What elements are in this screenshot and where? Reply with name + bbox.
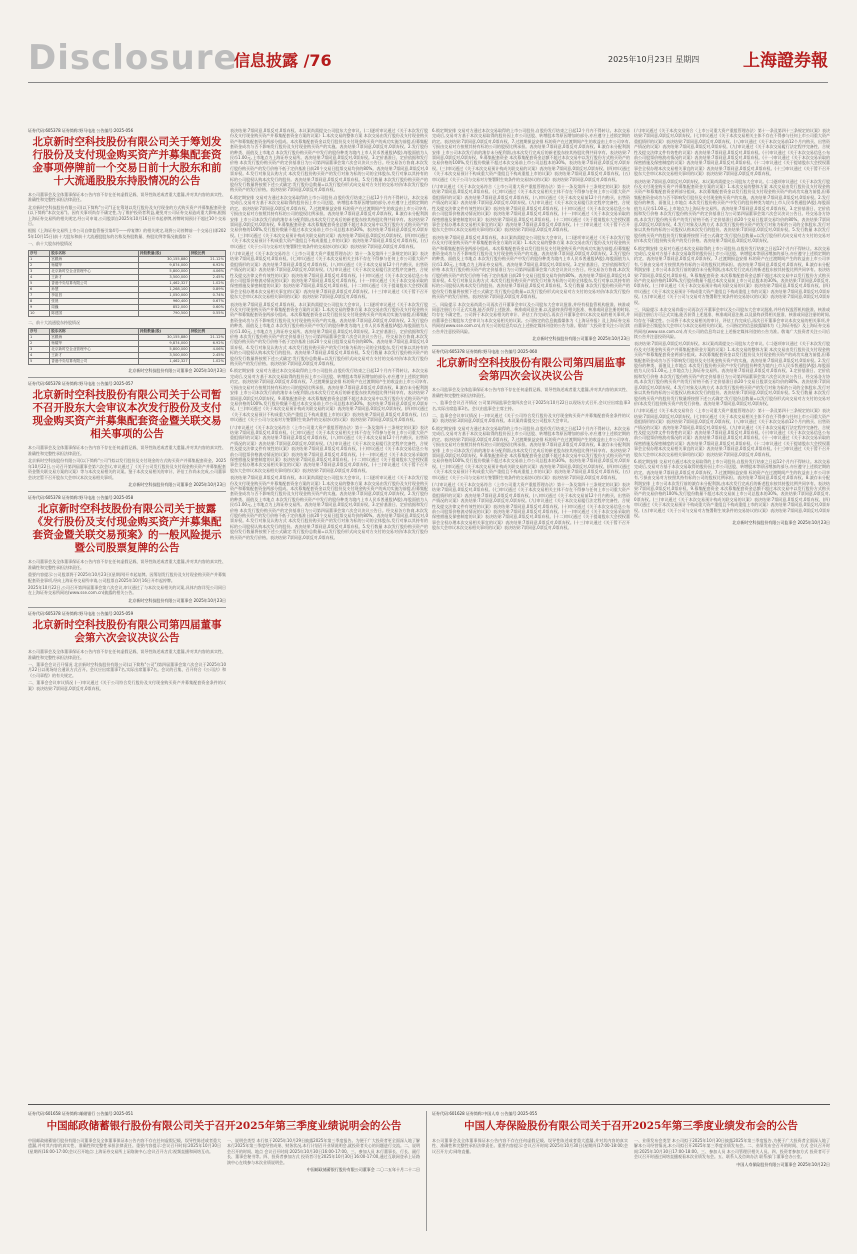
table-cell: 0.67% xyxy=(189,298,225,304)
announcement-title: 北京新时空科技股份有限公司关于公司暂不召开股东大会审议本次发行股份及支付现金购买资产并募集配套资金暨关联交易相关事项的公告 xyxy=(32,389,222,441)
announcement-paragraph: 一、董事会会议召开情况 北京新时空科技股份有限公司(以下简称"公司")第四届董事会第六次会议于2025年10月22日以现场结合通讯方式召开。会议应出席董事7名,实际出席董事7名。会议的召集、召开符合《公司法》和《公司章程》的有关规定。 xyxy=(28,661,226,678)
announcement-paragraph: 一、说明会类型 本行拟于2025年10月29日披露2025年第三季度报告。为便于广大投资者更全面深入地了解本行2025年第三季度经营成果、财务状况,本行计划召开业绩说明会,就投资者关心的问题进行交流。二、说明会召开的时间、地点 会议召开时间:2025年10月30日16:00-17:00。三、参加人员 本行董事长、行长、副行长、董事会秘书等。四、投资者参加方式 投资者可在2025年10月30日16:00-17:00,通过互联网登录上证路演中心在线参与本次业绩说明会。 xyxy=(227,1138,420,1165)
table-cell: 2 xyxy=(29,341,50,347)
table-cell: 10 xyxy=(29,310,50,316)
table-cell: 王新才 xyxy=(50,274,139,280)
table-cell: 0.74% xyxy=(189,292,225,298)
table-cell: 香港中央结算有限公司 xyxy=(50,280,139,286)
table-cell: 1 xyxy=(29,256,50,262)
table-cell: 6.92% xyxy=(189,341,225,347)
body-text: (六)审议通过《关于本次交易符合〈上市公司重大资产重组管理办法〉第十一条及第四十三条规定的议案》表决结果:7票同意,0票反对,0票弃权。(七)审议通过《关于本次交易相关主体不存在不得参与任何上市公司重大资产重组情形的议案》表决结果:7票同意,0票反对,0票弃权。(八)审议通过《关于本次交易前12个月内购买、出售资产情况的议案》表决结果:7票同意,0票反对,0票弃权。(九)审议通过《关于本次交易履行法定程序完备性、合规性及提交法律文件有效性的议案》表决结果:7票同意,0票反对,0票弃权。(十)审议通过《关于本次交易信息公布前公司股票价格波动情况的议案》表决结果:7票同意,0票反对,0票弃权。(十一)审议通过《关于本次交易采取的保密措施及保密制度的议案》表决结果:7票同意,0票反对,0票弃权。(十二)审议通过《关于提请股东大会授权董事会全权办理本次交易相关事宜的议案》表决结果:7票同意,0票反对,0票弃权。(十三)审议通过《关于暂不召开股东大会审议本次交易相关事项的议案》表决结果:7票同意,0票反对,0票弃权。 xyxy=(432,481,630,531)
body-text: 表决结果:7票同意,0票反对,0票弃权。本议案尚需提交公司股东大会审议。(二)逐项审议通过《关于本次发行股份及支付现金购买资产并募集配套资金方案的议案》1.本次交易的整体方案 本次交易由发行股份及支付现金购买资产和募集配套资金两部分组成。本次募集配套资金以发行股份及支付现金购买资产的成功实施为前提,但募集配套资金成功与否不影响发行股份及支付现金购买资产的实施。表决结果:7票同意,0票反对,0票弃权。2.发行股份的种类、面值及上市地点 本次发行股份购买资产中发行的股份种类为境内上市人民币普通股(A股),每股面值为人民币1.00元,上市地点为上海证券交易所。表决结果:7票同意,0票反对,0票弃权。3.定价基准日、定价依据和发行价格 本次发行股份购买资产的定价基准日为公司第四届董事会第六次会议决议公告日。经交易各方协商,本次发行股份购买资产的发行价格不低于定价基准日前20个交易日股票交易均价的80%。表决结果:7票同意,0票反对,0票弃权。4.发行对象及认购方式 本次发行股份购买资产的发行对象为标的公司的全体股东,发行对象以其持有的标的公司股权认购本次发行的股份。表决结果:7票同意,0票反对,0票弃权。5.发行数量 本次发行股份购买资产的股份发行数量将按照下述公式确定:发行股份总数量=以发行股份形式向交易对方支付的交易对价/本次发行股份购买资产的发行价格。表决结果:7票同意,0票反对,0票弃权。 xyxy=(230,301,428,367)
table-cell: 1 xyxy=(29,335,50,341)
table-cell: 1,462,327 xyxy=(139,359,190,365)
announcement-paragraph: 本公司董事会及全体董事保证本公告内容不存在任何虚假记载、误导性陈述或者重大遗漏,并对其内容的真实性、准确性和完整性承担法律责任。 xyxy=(28,559,226,570)
table-cell: 5 xyxy=(29,280,50,286)
table-cell: 0.60% xyxy=(189,304,225,310)
divider xyxy=(28,491,226,492)
table-cell: 0.89% xyxy=(189,286,225,292)
divider xyxy=(426,1111,427,1231)
announcement-paragraph: 本公司董事会及全体董事保证本公告内容不存在任何虚假记载、误导性陈述或者重大遗漏,并对其内容的真实性、准确性和完整性承担法律责任。重要内容提示:会议召开时间:2025年10月30日(星期四)17:00-18:00;会议召开方式:网络直播。 xyxy=(432,1138,628,1154)
table-cell: 3,500,000 xyxy=(139,274,190,280)
column-3 xyxy=(432,128,630,1078)
table-cell: 6.92% xyxy=(189,262,225,268)
table-cell: 持股数量(股) xyxy=(139,329,190,335)
announcement-header: 证券代码:605378 证券简称:野马电池 公告编号:2025-060 xyxy=(432,349,538,355)
table-cell: 北京新时空企业管理中心 xyxy=(50,347,139,353)
table-cell: 5,800,000 xyxy=(139,347,190,353)
table-cell: 2.45% xyxy=(189,353,225,359)
announcement-paragraph: 一、监事会会议召开情况 公司第四届监事会第四次会议于2025年10月22日以现场方式召开,会议应出席监事3名,实际出席监事3名。会议由监事会主席主持。 xyxy=(432,400,630,411)
announcement-paragraph: 北京新时空科技股份有限公司(以下简称"公司")拟以发行股份及支付现金的方式购买资产并募集配套资金。2025年10月22日,公司召开第四届董事会第六次会议,审议通过了《关于公司发行股份及支付现金购买资产并募集配套资金暨关联交易方案的议案》等与本次交易相关的议案。鉴于本次交易相关的审计、评估工作尚未完成,公司董事会决定暂不召开股东大会审议本次交易相关事项。 xyxy=(28,458,226,480)
announcement-title: 中国邮政储蓄银行股份有限公司关于召开2025年第三季度业绩说明会的公告 xyxy=(46,1120,402,1132)
announcement-header: 证券代码:605378 证券简称:野马电池 公告编号:2025-059 xyxy=(28,611,134,617)
table-cell: 6 xyxy=(29,286,50,292)
body-text: (六)审议通过《关于本次交易符合〈上市公司重大资产重组管理办法〉第十一条及第四十三条规定的议案》表决结果:7票同意,0票反对,0票弃权。(七)审议通过《关于本次交易相关主体不存在不得参与任何上市公司重大资产重组情形的议案》表决结果:7票同意,0票反对,0票弃权。(八)审议通过《关于本次交易前12个月内购买、出售资产情况的议案》表决结果:7票同意,0票反对,0票弃权。(九)审议通过《关于本次交易履行法定程序完备性、合规性及提交法律文件有效性的议案》表决结果:7票同意,0票反对,0票弃权。(十)审议通过《关于本次交易信息公布前公司股票价格波动情况的议案》表决结果:7票同意,0票反对,0票弃权。(十一)审议通过《关于本次交易采取的保密措施及保密制度的议案》表决结果:7票同意,0票反对,0票弃权。(十二)审议通过《关于提请股东大会授权董事会全权办理本次交易相关事宜的议案》表决结果:7票同意,0票反对,0票弃权。(十三)审议通过《关于暂不召开股东大会审议本次交易相关事项的议案》表决结果:7票同意,0票反对,0票弃权。 xyxy=(634,408,830,457)
table-cell: 股东名称 xyxy=(50,329,139,335)
body-text: 表决结果:7票同意,0票反对,0票弃权。本议案尚需提交公司股东大会审议。(二)逐项审议通过《关于本次发行股份及支付现金购买资产并募集配套资金方案的议案》1.本次交易的整体方案 本次交易由发行股份及支付现金购买资产和募集配套资金两部分组成。本次募集配套资金以发行股份及支付现金购买资产的成功实施为前提,但募集配套资金成功与否不影响发行股份及支付现金购买资产的实施。表决结果:7票同意,0票反对,0票弃权。2.发行股份的种类、面值及上市地点 本次发行股份购买资产中发行的股份种类为境内上市人民币普通股(A股),每股面值为人民币1.00元,上市地点为上海证券交易所。表决结果:7票同意,0票反对,0票弃权。3.定价基准日、定价依据和发行价格 本次发行股份购买资产的定价基准日为公司第四届董事会第六次会议决议公告日。经交易各方协商,本次发行股份购买资产的发行价格不低于定价基准日前20个交易日股票交易均价的80%。表决结果:7票同意,0票反对,0票弃权。4.发行对象及认购方式 本次发行股份购买资产的发行对象为标的公司的全体股东,发行对象以其持有的标的公司股权认购本次发行的股份。表决结果:7票同意,0票反对,0票弃权。5.发行数量 本次发行股份购买资产的股份发行数量将按照下述公式确定:发行股份总数量=以发行股份形式向交易对方支付的交易对价/本次发行股份购买资产的发行价格。表决结果:7票同意,0票反对,0票弃权。 xyxy=(432,234,630,300)
announcement-header: 证券代码:605378 证券简称:野马电池 公告编号:2025-056 xyxy=(28,128,134,133)
body-text: 6.锁定期安排 交易对方通过本次交易取得的上市公司股份,自股份发行结束之日起12个月内不得转让。本次交易完成后,交易对方基于本次交易取得的股份因上市公司送股、转增股本等原因增加的部分,亦应遵守上述锁定期的约定。表决结果:7票同意,0票反对,0票弃权。7.过渡期损益安排 标的资产在过渡期间产生的收益由上市公司享有,亏损由交易对方按照其持有标的公司的股权比例承担。表决结果:7票同意,0票反对,0票弃权。8.滚存未分配利润安排 上市公司本次发行前的滚存未分配利润,由本次发行完成后的新老股东按其持股比例共同享有。表决结果:7票同意,0票反对,0票弃权。9.募集配套资金 本次募集配套资金总额不超过本次交易中以发行股份方式购买资产的交易价格的100%,发行股份数量不超过本次交易前上市公司总股本的30%。表决结果:7票同意,0票反对,0票弃权。(三)审议通过《关于本次交易预计构成关联交易的议案》表决结果:7票同意,0票反对,0票弃权。(四)审议通过《关于本次交易预计不构成重大资产重组且不构成重组上市的议案》表决结果:7票同意,0票反对,0票弃权。(五)审议通过《关于公司与交易对方签署附生效条件的交易协议的议案》表决结果:7票同意,0票反对,0票弃权。 xyxy=(432,128,630,182)
signature: 中国邮政储蓄银行股份有限公司董事会 二〇二五年十月二十二日 xyxy=(306,1167,420,1173)
announcement-title: 北京新时空科技股份有限公司关于筹划发行股份及支付现金购买资产并募集配套资金事项停牌前一个交易日前十大股东和前十大流通股股东持股情况的公告 xyxy=(32,136,222,187)
table-cell: 5,800,000 xyxy=(139,268,190,274)
table-cell: 9,874,000 xyxy=(139,262,190,268)
column-4 xyxy=(634,128,830,1078)
table-cell: 790,500 xyxy=(139,310,190,316)
divider xyxy=(28,607,226,608)
table-cell: 0.55% xyxy=(189,310,225,316)
body-text: 6.锁定期安排 交易对方通过本次交易取得的上市公司股份,自股份发行结束之日起12个月内不得转让。本次交易完成后,交易对方基于本次交易取得的股份因上市公司送股、转增股本等原因增加的部分,亦应遵守上述锁定期的约定。表决结果:7票同意,0票反对,0票弃权。7.过渡期损益安排 标的资产在过渡期间产生的收益由上市公司享有,亏损由交易对方按照其持有标的公司的股权比例承担。表决结果:7票同意,0票反对,0票弃权。8.滚存未分配利润安排 上市公司本次发行前的滚存未分配利润,由本次发行完成后的新老股东按其持股比例共同享有。表决结果:7票同意,0票反对,0票弃权。9.募集配套资金 本次募集配套资金总额不超过本次交易中以发行股份方式购买资产的交易价格的100%,发行股份数量不超过本次交易前上市公司总股本的30%。表决结果:7票同意,0票反对,0票弃权。(三)审议通过《关于本次交易预计构成关联交易的议案》表决结果:7票同意,0票反对,0票弃权。(四)审议通过《关于本次交易预计不构成重大资产重组且不构成重组上市的议案》表决结果:7票同意,0票反对,0票弃权。(五)审议通过《关于公司与交易对方签署附生效条件的交易协议的议案》表决结果:7票同意,0票反对,0票弃权。 xyxy=(634,458,830,519)
signature: 北京新时空科技股份有限公司董事会 2025年10月23日 xyxy=(532,336,630,342)
table-row xyxy=(29,359,226,365)
table-cell: 9,874,000 xyxy=(139,341,190,347)
newspaper-name: 上海證券報 xyxy=(743,51,828,71)
table-cell: 香港中央结算有限公司 xyxy=(50,359,139,365)
table-cell: 1.02% xyxy=(189,280,225,286)
table-caption: 二、前十大流通股东持股情况 xyxy=(28,319,80,325)
table-cell: 持股比例 xyxy=(189,329,225,335)
table-cell: 1,050,000 xyxy=(139,292,190,298)
table-cell: 北京新时空企业管理中心 xyxy=(50,268,139,274)
table-cell: 持股比例 xyxy=(189,250,225,256)
divider xyxy=(28,377,226,378)
body-text: 表决结果:7票同意,0票反对,0票弃权。本议案尚需提交公司股东大会审议。(二)逐项审议通过《关于本次发行股份及支付现金购买资产并募集配套资金方案的议案》1.本次交易的整体方案 本次交易由发行股份及支付现金购买资产和募集配套资金两部分组成。本次募集配套资金以发行股份及支付现金购买资产的成功实施为前提,但募集配套资金成功与否不影响发行股份及支付现金购买资产的实施。表决结果:7票同意,0票反对,0票弃权。2.发行股份的种类、面值及上市地点 本次发行股份购买资产中发行的股份种类为境内上市人民币普通股(A股),每股面值为人民币1.00元,上市地点为上海证券交易所。表决结果:7票同意,0票反对,0票弃权。3.定价基准日、定价依据和发行价格 本次发行股份购买资产的定价基准日为公司第四届董事会第六次会议决议公告日。经交易各方协商,本次发行股份购买资产的发行价格不低于定价基准日前20个交易日股票交易均价的80%。表决结果:7票同意,0票反对,0票弃权。4.发行对象及认购方式 本次发行股份购买资产的发行对象为标的公司的全体股东,发行对象以其持有的标的公司股权认购本次发行的股份。表决结果:7票同意,0票反对,0票弃权。5.发行数量 本次发行股份购买资产的股份发行数量将按照下述公式确定:发行股份总数量=以发行股份形式向交易对方支付的交易对价/本次发行股份购买资产的发行价格。表决结果:7票同意,0票反对,0票弃权。 xyxy=(230,128,428,193)
table-cell: 宫殿海 xyxy=(50,335,139,341)
table-cell: 4 xyxy=(29,353,50,359)
body-text: 6.锁定期安排 交易对方通过本次交易取得的上市公司股份,自股份发行结束之日起12个月内不得转让。本次交易完成后,交易对方基于本次交易取得的股份因上市公司送股、转增股本等原因增加的部分,亦应遵守上述锁定期的约定。表决结果:7票同意,0票反对,0票弃权。7.过渡期损益安排 标的资产在过渡期间产生的收益由上市公司享有,亏损由交易对方按照其持有标的公司的股权比例承担。表决结果:7票同意,0票反对,0票弃权。8.滚存未分配利润安排 上市公司本次发行前的滚存未分配利润,由本次发行完成后的新老股东按其持股比例共同享有。表决结果:7票同意,0票反对,0票弃权。9.募集配套资金 本次募集配套资金总额不超过本次交易中以发行股份方式购买资产的交易价格的100%,发行股份数量不超过本次交易前上市公司总股本的30%。表决结果:7票同意,0票反对,0票弃权。(三)审议通过《关于本次交易预计构成关联交易的议案》表决结果:7票同意,0票反对,0票弃权。(四)审议通过《关于本次交易预计不构成重大资产重组且不构成重组上市的议案》表决结果:7票同意,0票反对,0票弃权。(五)审议通过《关于公司与交易对方签署附生效条件的交易协议的议案》表决结果:7票同意,0票反对,0票弃权。 xyxy=(634,245,830,305)
bottom-right-announcement xyxy=(432,1111,830,1231)
announcement-paragraph: 重要内容提示:公司股票将于2025年10月23日(星期四)开市起复牌。因筹划发行股份及支付现金购买资产并募集配套资金事项,经向上海证券交易所申请,公司股票自2025年10月16日开市起停牌。 xyxy=(28,572,226,583)
table-cell: 30,155,880 xyxy=(139,335,190,341)
announcement-header: 证券代码:605378 证券简称:野马电池 公告编号:2025-058 xyxy=(28,495,134,501)
table-row xyxy=(29,310,226,316)
table-cell: 30,155,880 xyxy=(139,256,190,262)
body-text: 表决结果:7票同意,0票反对,0票弃权。本议案尚需提交公司股东大会审议。(二)逐项审议通过《关于本次发行股份及支付现金购买资产并募集配套资金方案的议案》1.本次交易的整体方案 本次交易由发行股份及支付现金购买资产和募集配套资金两部分组成。本次募集配套资金以发行股份及支付现金购买资产的成功实施为前提,但募集配套资金成功与否不影响发行股份及支付现金购买资产的实施。表决结果:7票同意,0票反对,0票弃权。2.发行股份的种类、面值及上市地点 本次发行股份购买资产中发行的股份种类为境内上市人民币普通股(A股),每股面值为人民币1.00元,上市地点为上海证券交易所。表决结果:7票同意,0票反对,0票弃权。3.定价基准日、定价依据和发行价格 本次发行股份购买资产的定价基准日为公司第四届董事会第六次会议决议公告日。经交易各方协商,本次发行股份购买资产的发行价格不低于定价基准日前20个交易日股票交易均价的80%。表决结果:7票同意,0票反对,0票弃权。4.发行对象及认购方式 本次发行股份购买资产的发行对象为标的公司的全体股东,发行对象以其持有的标的公司股权认购本次发行的股份。表决结果:7票同意,0票反对,0票弃权。5.发行数量 本次发行股份购买资产的股份发行数量将按照下述公式确定:发行股份总数量=以发行股份形式向交易对方支付的交易对价/本次发行股份购买资产的发行价格。表决结果:7票同意,0票反对,0票弃权。 xyxy=(634,178,830,244)
body-text: 6.锁定期安排 交易对方通过本次交易取得的上市公司股份,自股份发行结束之日起12个月内不得转让。本次交易完成后,交易对方基于本次交易取得的股份因上市公司送股、转增股本等原因增加的部分,亦应遵守上述锁定期的约定。表决结果:7票同意,0票反对,0票弃权。7.过渡期损益安排 标的资产在过渡期间产生的收益由上市公司享有,亏损由交易对方按照其持有标的公司的股权比例承担。表决结果:7票同意,0票反对,0票弃权。8.滚存未分配利润安排 上市公司本次发行前的滚存未分配利润,由本次发行完成后的新老股东按其持股比例共同享有。表决结果:7票同意,0票反对,0票弃权。9.募集配套资金 本次募集配套资金总额不超过本次交易中以发行股份方式购买资产的交易价格的100%,发行股份数量不超过本次交易前上市公司总股本的30%。表决结果:7票同意,0票反对,0票弃权。(三)审议通过《关于本次交易预计构成关联交易的议案》表决结果:7票同意,0票反对,0票弃权。(四)审议通过《关于本次交易预计不构成重大资产重组且不构成重组上市的议案》表决结果:7票同意,0票反对,0票弃权。(五)审议通过《关于公司与交易对方签署附生效条件的交易协议的议案》表决结果:7票同意,0票反对,0票弃权。 xyxy=(230,194,428,249)
bottom-band xyxy=(28,1104,830,1235)
announcement-header: 证券代码:601628 证券简称:中国人寿 公告编号:2025-055 xyxy=(432,1111,538,1116)
announcement-title: 北京新时空科技股份有限公司第四届监事会第四次会议决议公告 xyxy=(436,357,626,383)
announcement-paragraph: 二、董事会会议审议情况 (一)审议通过《关于公司符合发行股份及支付现金购买资产并募集配套资金条件的议案》表决结果:7票同意,0票反对,0票弃权。 xyxy=(28,680,226,691)
table-cell: 21.12% xyxy=(189,256,225,262)
announcement-title: 中国人寿保险股份有限公司关于召开2025年第三季度业绩发布会的公告 xyxy=(464,1120,798,1132)
announcement-title: 北京新时空科技股份有限公司关于披露《发行股份及支付现金购买资产并募集配套资金暨关联交易预案》的一般风险提示暨公司股票复牌的公告 xyxy=(32,503,222,555)
body-text: (六)审议通过《关于本次交易符合〈上市公司重大资产重组管理办法〉第十一条及第四十三条规定的议案》表决结果:7票同意,0票反对,0票弃权。(七)审议通过《关于本次交易相关主体不存在不得参与任何上市公司重大资产重组情形的议案》表决结果:7票同意,0票反对,0票弃权。(八)审议通过《关于本次交易前12个月内购买、出售资产情况的议案》表决结果:7票同意,0票反对,0票弃权。(九)审议通过《关于本次交易履行法定程序完备性、合规性及提交法律文件有效性的议案》表决结果:7票同意,0票反对,0票弃权。(十)审议通过《关于本次交易信息公布前公司股票价格波动情况的议案》表决结果:7票同意,0票反对,0票弃权。(十一)审议通过《关于本次交易采取的保密措施及保密制度的议案》表决结果:7票同意,0票反对,0票弃权。(十二)审议通过《关于提请股东大会授权董事会全权办理本次交易相关事宜的议案》表决结果:7票同意,0票反对,0票弃权。(十三)审议通过《关于暂不召开股东大会审议本次交易相关事项的议案》表决结果:7票同意,0票反对,0票弃权。 xyxy=(634,128,830,177)
column-1 xyxy=(28,128,226,1078)
table-cell: 股东名称 xyxy=(50,250,139,256)
announcement-paragraph: 2025年10月22日,公司召开第四届董事会第六次会议,审议通过了与本次交易相关的议案,具体内容详见公司同日在上海证券交易所网站(www.sse.com.cn)披露的相关公告。 xyxy=(28,584,226,596)
announcement-paragraph: 二、监事会会议审议情况 (一)审议通过《关于公司符合发行股份及支付现金购买资产并募集配套资金条件的议案》表决结果:3票同意,0票反对,0票弃权。本议案尚需提交公司股东大会审议。 xyxy=(432,413,630,424)
announcement-paragraph: 根据《上海证券交易所上市公司自律监管指引第4号——停复牌》的相关规定,现将公司停牌前一个交易日(即2025年10月15日)前十大股东和前十大流通股股东的名称及持股数量、持股比例等情况披露如下: xyxy=(28,228,226,239)
table-cell: 序号 xyxy=(29,250,50,256)
announcement-header: 证券代码:601658 证券简称:邮储银行 公告编号:2025-051 xyxy=(28,1111,134,1116)
table-cell: 张晨 xyxy=(50,298,139,304)
signature: 北京新时空科技股份有限公司监事会 2025年10月23日 xyxy=(732,520,830,526)
body-text: 6.锁定期安排 交易对方通过本次交易取得的上市公司股份,自股份发行结束之日起12个月内不得转让。本次交易完成后,交易对方基于本次交易取得的股份因上市公司送股、转增股本等原因增加的部分,亦应遵守上述锁定期的约定。表决结果:7票同意,0票反对,0票弃权。7.过渡期损益安排 标的资产在过渡期间产生的收益由上市公司享有,亏损由交易对方按照其持有标的公司的股权比例承担。表决结果:7票同意,0票反对,0票弃权。8.滚存未分配利润安排 上市公司本次发行前的滚存未分配利润,由本次发行完成后的新老股东按其持股比例共同享有。表决结果:7票同意,0票反对,0票弃权。9.募集配套资金 本次募集配套资金总额不超过本次交易中以发行股份方式购买资产的交易价格的100%,发行股份数量不超过本次交易前上市公司总股本的30%。表决结果:7票同意,0票反对,0票弃权。(三)审议通过《关于本次交易预计构成关联交易的议案》表决结果:7票同意,0票反对,0票弃权。(四)审议通过《关于本次交易预计不构成重大资产重组且不构成重组上市的议案》表决结果:7票同意,0票反对,0票弃权。(五)审议通过《关于公司与交易对方签署附生效条件的交易协议的议案》表决结果:7票同意,0票反对,0票弃权。 xyxy=(432,425,630,480)
body-text: (六)审议通过《关于本次交易符合〈上市公司重大资产重组管理办法〉第十一条及第四十三条规定的议案》表决结果:7票同意,0票反对,0票弃权。(七)审议通过《关于本次交易相关主体不存在不得参与任何上市公司重大资产重组情形的议案》表决结果:7票同意,0票反对,0票弃权。(八)审议通过《关于本次交易前12个月内购买、出售资产情况的议案》表决结果:7票同意,0票反对,0票弃权。(九)审议通过《关于本次交易履行法定程序完备性、合规性及提交法律文件有效性的议案》表决结果:7票同意,0票反对,0票弃权。(十)审议通过《关于本次交易信息公布前公司股票价格波动情况的议案》表决结果:7票同意,0票反对,0票弃权。(十一)审议通过《关于本次交易采取的保密措施及保密制度的议案》表决结果:7票同意,0票反对,0票弃权。(十二)审议通过《关于提请股东大会授权董事会全权办理本次交易相关事宜的议案》表决结果:7票同意,0票反对,0票弃权。(十三)审议通过《关于暂不召开股东大会审议本次交易相关事项的议案》表决结果:7票同意,0票反对,0票弃权。 xyxy=(432,184,630,233)
table-cell: 9 xyxy=(29,304,50,310)
body-text: (六)审议通过《关于本次交易符合〈上市公司重大资产重组管理办法〉第十一条及第四十三条规定的议案》表决结果:7票同意,0票反对,0票弃权。(七)审议通过《关于本次交易相关主体不存在不得参与任何上市公司重大资产重组情形的议案》表决结果:7票同意,0票反对,0票弃权。(八)审议通过《关于本次交易前12个月内购买、出售资产情况的议案》表决结果:7票同意,0票反对,0票弃权。(九)审议通过《关于本次交易履行法定程序完备性、合规性及提交法律文件有效性的议案》表决结果:7票同意,0票反对,0票弃权。(十)审议通过《关于本次交易信息公布前公司股票价格波动情况的议案》表决结果:7票同意,0票反对,0票弃权。(十一)审议通过《关于本次交易采取的保密措施及保密制度的议案》表决结果:7票同意,0票反对,0票弃权。(十二)审议通过《关于提请股东大会授权董事会全权办理本次交易相关事宜的议案》表决结果:7票同意,0票反对,0票弃权。(十三)审议通过《关于暂不召开股东大会审议本次交易相关事项的议案》表决结果:7票同意,0票反对,0票弃权。 xyxy=(230,250,428,300)
table-cell: 2 xyxy=(29,262,50,268)
announcement-paragraph: 本公司董事会及全体董事保证本公告内容不存在任何虚假记载、误导性陈述或者重大遗漏,并对其内容的真实性、准确性和完整性承担法律责任。 xyxy=(28,192,226,203)
shareholder-table xyxy=(28,250,226,317)
table-cell: 8 xyxy=(29,298,50,304)
table-cell: 852,000 xyxy=(139,304,190,310)
table-cell: 周巍 xyxy=(50,304,139,310)
table-cell: 杨耀华 xyxy=(50,262,139,268)
table-cell: 4 xyxy=(29,274,50,280)
table-cell: 1,462,327 xyxy=(139,280,190,286)
announcement-paragraph: 中国邮政储蓄银行股份有限公司董事会及全体董事保证本公告内容不存在任何虚假记载、误导性陈述或者重大遗漏,并对其内容的真实性、准确性和完整性承担法律责任。重要内容提示:会议召开时间:2025年10月30日(星期四)16:00-17:00;会议召开地点:上海证券交易所上证路演中心;会议召开方式:视频直播和网络互动。 xyxy=(28,1138,221,1154)
table-cell: 7 xyxy=(29,292,50,298)
table-cell: 李祖昌 xyxy=(50,292,139,298)
table-cell: 3 xyxy=(29,268,50,274)
table-cell: 序号 xyxy=(29,329,50,335)
table-cell: 1,268,100 xyxy=(139,286,190,292)
announcement-paragraph: 北京新时空科技股份有限公司(以下简称"公司")正在筹划以发行股份及支付现金的方式购买资产并募集配套资金(以下简称"本次交易")。因有关事项尚存不确定性,为了维护投资者利益,避免对公司证券交易造成重大影响,根据上海证券交易所的相关规定,经公司申请,公司股票自2025年10月16日开市起停牌,停牌时间预计不超过10个交易日。 xyxy=(28,204,226,227)
body-text: 三、风险提示 本次交易尚需公司再次召开董事会审议及公司股东大会审议批准,并经有权监管机构批准、核准或同意注册后方可正式实施,能否获得上述批准、核准或同意注册,以及最终获得相关批准、核准或同意注册的时间,均存在不确定性。公司将于本次交易相关的审计、评估工作完成后,再次召开董事会审议本次交易的相关事项,并由董事会召集股东大会审议与本次交易相关的议案。公司指定的信息披露媒体为《上海证券报》及上海证券交易所网站(www.sse.com.cn),有关公司的信息均以在上述指定媒体刊登的公告为准。敬请广大投资者关注公司后续公告并注意投资风险。 xyxy=(432,301,630,334)
announcement-paragraph: 本公司监事会及全体监事保证本公告内容不存在任何虚假记载、误导性陈述或者重大遗漏,并对其内容的真实性、准确性和完整性承担法律责任。 xyxy=(432,387,630,398)
table-cell: 5 xyxy=(29,359,50,365)
issue-date: 2025年10月23日 星期四 xyxy=(608,55,700,64)
signature: 北京新时空科技股份有限公司董事会 2025年10月23日 xyxy=(128,597,226,603)
table-cell: 陈建国 xyxy=(50,310,139,316)
table-caption: 一、前十大股东持股情况 xyxy=(28,241,72,247)
divider xyxy=(432,345,630,346)
table-cell: 21.12% xyxy=(189,335,225,341)
body-text: 6.锁定期安排 交易对方通过本次交易取得的上市公司股份,自股份发行结束之日起12个月内不得转让。本次交易完成后,交易对方基于本次交易取得的股份因上市公司送股、转增股本等原因增加的部分,亦应遵守上述锁定期的约定。表决结果:7票同意,0票反对,0票弃权。7.过渡期损益安排 标的资产在过渡期间产生的收益由上市公司享有,亏损由交易对方按照其持有标的公司的股权比例承担。表决结果:7票同意,0票反对,0票弃权。8.滚存未分配利润安排 上市公司本次发行前的滚存未分配利润,由本次发行完成后的新老股东按其持股比例共同享有。表决结果:7票同意,0票反对,0票弃权。9.募集配套资金 本次募集配套资金总额不超过本次交易中以发行股份方式购买资产的交易价格的100%,发行股份数量不超过本次交易前上市公司总股本的30%。表决结果:7票同意,0票反对,0票弃权。(三)审议通过《关于本次交易预计构成关联交易的议案》表决结果:7票同意,0票反对,0票弃权。(四)审议通过《关于本次交易预计不构成重大资产重组且不构成重组上市的议案》表决结果:7票同意,0票反对,0票弃权。(五)审议通过《关于公司与交易对方签署附生效条件的交易协议的议案》表决结果:7票同意,0票反对,0票弃权。 xyxy=(230,368,428,423)
signature: 北京新时空科技股份有限公司董事会 2025年10月23日 xyxy=(128,368,226,374)
table-cell: 3,500,000 xyxy=(139,353,190,359)
bottom-left-announcement xyxy=(28,1111,420,1231)
table-cell: 杨耀华 xyxy=(50,341,139,347)
body-text: 三、风险提示 本次交易尚需公司再次召开董事会审议及公司股东大会审议批准,并经有权监管机构批准、核准或同意注册后方可正式实施,能否获得上述批准、核准或同意注册,以及最终获得相关批准、核准或同意注册的时间,均存在不确定性。公司将于本次交易相关的审计、评估工作完成后,再次召开董事会审议本次交易的相关事项,并由董事会召集股东大会审议与本次交易相关的议案。公司指定的信息披露媒体为《上海证券报》及上海证券交易所网站(www.sse.com.cn),有关公司的信息均以在上述指定媒体刊登的公告为准。敬请广大投资者关注公司后续公告并注意投资风险。 xyxy=(634,307,830,340)
column-2 xyxy=(230,128,428,1078)
table-cell: 孙慧 xyxy=(50,286,139,292)
signature: 北京新时空科技股份有限公司董事会 2025年10月23日 xyxy=(128,481,226,487)
table-cell: 4.06% xyxy=(189,347,225,353)
body-text: (六)审议通过《关于本次交易符合〈上市公司重大资产重组管理办法〉第十一条及第四十三条规定的议案》表决结果:7票同意,0票反对,0票弃权。(七)审议通过《关于本次交易相关主体不存在不得参与任何上市公司重大资产重组情形的议案》表决结果:7票同意,0票反对,0票弃权。(八)审议通过《关于本次交易前12个月内购买、出售资产情况的议案》表决结果:7票同意,0票反对,0票弃权。(九)审议通过《关于本次交易履行法定程序完备性、合规性及提交法律文件有效性的议案》表决结果:7票同意,0票反对,0票弃权。(十)审议通过《关于本次交易信息公布前公司股票价格波动情况的议案》表决结果:7票同意,0票反对,0票弃权。(十一)审议通过《关于本次交易采取的保密措施及保密制度的议案》表决结果:7票同意,0票反对,0票弃权。(十二)审议通过《关于提请股东大会授权董事会全权办理本次交易相关事宜的议案》表决结果:7票同意,0票反对,0票弃权。(十三)审议通过《关于暂不召开股东大会审议本次交易相关事项的议案》表决结果:7票同意,0票反对,0票弃权。 xyxy=(230,424,428,473)
announcement-paragraph: 本公司董事会及全体董事保证本公告内容不存在任何虚假记载、误导性陈述或者重大遗漏,并对其内容的真实性、准确性和完整性承担法律责任。 xyxy=(28,649,226,660)
body-text: 表决结果:7票同意,0票反对,0票弃权。本议案尚需提交公司股东大会审议。(二)逐项审议通过《关于本次发行股份及支付现金购买资产并募集配套资金方案的议案》1.本次交易的整体方案 本次交易由发行股份及支付现金购买资产和募集配套资金两部分组成。本次募集配套资金以发行股份及支付现金购买资产的成功实施为前提,但募集配套资金成功与否不影响发行股份及支付现金购买资产的实施。表决结果:7票同意,0票反对,0票弃权。2.发行股份的种类、面值及上市地点 本次发行股份购买资产中发行的股份种类为境内上市人民币普通股(A股),每股面值为人民币1.00元,上市地点为上海证券交易所。表决结果:7票同意,0票反对,0票弃权。3.定价基准日、定价依据和发行价格 本次发行股份购买资产的定价基准日为公司第四届董事会第六次会议决议公告日。经交易各方协商,本次发行股份购买资产的发行价格不低于定价基准日前20个交易日股票交易均价的80%。表决结果:7票同意,0票反对,0票弃权。4.发行对象及认购方式 本次发行股份购买资产的发行对象为标的公司的全体股东,发行对象以其持有的标的公司股权认购本次发行的股份。表决结果:7票同意,0票反对,0票弃权。5.发行数量 本次发行股份购买资产的股份发行数量将按照下述公式确定:发行股份总数量=以发行股份形式向交易对方支付的交易对价/本次发行股份购买资产的发行价格。表决结果:7票同意,0票反对,0票弃权。 xyxy=(634,341,830,406)
signature: 中国人寿保险股份有限公司董事会 2025年10月22日 xyxy=(736,1161,830,1167)
table-cell: 960,400 xyxy=(139,298,190,304)
float-shareholder-table xyxy=(28,328,226,365)
announcement-title: 北京新时空科技股份有限公司第四届董事会第六次会议决议公告 xyxy=(32,619,222,645)
masthead xyxy=(28,38,828,83)
table-cell: 1.02% xyxy=(189,359,225,365)
announcement-paragraph: 一、业绩发布会类型 本公司拟于2025年10月30日披露2025年第三季度报告,为便于广大投资者全面深入地了解本公司经营情况,本公司拟召开2025年第三季度业绩发布会。二、业绩发布会召开的时间、方式 会议召开时间:2025年10月30日17:00-18:00。三、参加人员 本公司管理层相关人员。四、投资者参加方式 投资者可于会议召开时通过网络直播观看本次业绩发布会。五、联系人及咨询办法 联系部门:董事会办公室。 xyxy=(634,1138,830,1160)
body-text: 表决结果:7票同意,0票反对,0票弃权。本议案尚需提交公司股东大会审议。(二)逐项审议通过《关于本次发行股份及支付现金购买资产并募集配套资金方案的议案》1.本次交易的整体方案 本次交易由发行股份及支付现金购买资产和募集配套资金两部分组成。本次募集配套资金以发行股份及支付现金购买资产的成功实施为前提,但募集配套资金成功与否不影响发行股份及支付现金购买资产的实施。表决结果:7票同意,0票反对,0票弃权。2.发行股份的种类、面值及上市地点 本次发行股份购买资产中发行的股份种类为境内上市人民币普通股(A股),每股面值为人民币1.00元,上市地点为上海证券交易所。表决结果:7票同意,0票反对,0票弃权。3.定价基准日、定价依据和发行价格 本次发行股份购买资产的定价基准日为公司第四届董事会第六次会议决议公告日。经交易各方协商,本次发行股份购买资产的发行价格不低于定价基准日前20个交易日股票交易均价的80%。表决结果:7票同意,0票反对,0票弃权。4.发行对象及认购方式 本次发行股份购买资产的发行对象为标的公司的全体股东,发行对象以其持有的标的公司股权认购本次发行的股份。表决结果:7票同意,0票反对,0票弃权。5.发行数量 本次发行股份购买资产的股份发行数量将按照下述公式确定:发行股份总数量=以发行股份形式向交易对方支付的交易对价/本次发行股份购买资产的发行价格。表决结果:7票同意,0票反对,0票弃权。 xyxy=(230,475,428,540)
table-cell: 持股数量(股) xyxy=(139,250,190,256)
announcement-paragraph: 本公司董事会及全体董事保证本公告内容不存在任何虚假记载、误导性陈述或者重大遗漏,并对其内容的真实性、准确性和完整性承担法律责任。 xyxy=(28,445,226,456)
table-cell: 3 xyxy=(29,347,50,353)
table-cell: 王新才 xyxy=(50,353,139,359)
section-title: 信息披露 /76 xyxy=(234,51,332,70)
table-cell: 4.06% xyxy=(189,268,225,274)
table-cell: 2.45% xyxy=(189,274,225,280)
masthead-logo: Disclosure xyxy=(28,38,238,78)
table-cell: 宫殿海 xyxy=(50,256,139,262)
announcement-header: 证券代码:605378 证券简称:野马电池 公告编号:2025-057 xyxy=(28,381,134,387)
